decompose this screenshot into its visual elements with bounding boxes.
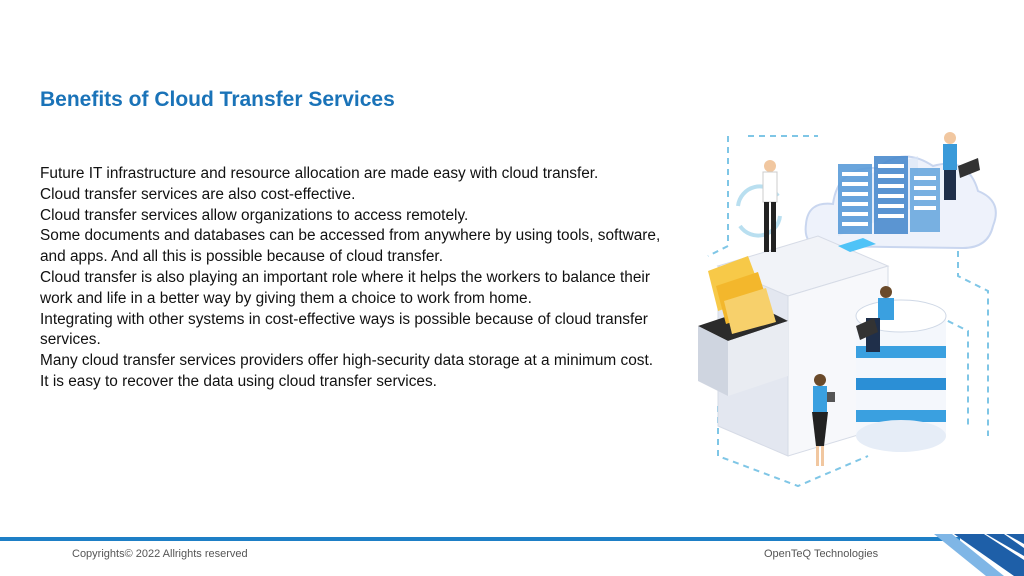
slide-title: Benefits of Cloud Transfer Services (40, 88, 395, 111)
bullet-item: It is easy to recover the data using cloud transfer services. (40, 372, 437, 390)
bullet-item: Cloud transfer services allow organizations to access remotely. (40, 206, 469, 224)
bullet-item: Future IT infrastructure and resource allocation are made easy with cloud transfer. (40, 165, 599, 182)
bullet-item: Cloud transfer services are also cost-effective. (40, 185, 356, 203)
bullet-list (40, 164, 678, 436)
footer-divider (0, 537, 960, 541)
footer-company: OpenTeQ Technologies (764, 548, 879, 560)
bullet-item: Many cloud transfer services providers offer high-security data storage at a minimum cost. (40, 352, 654, 370)
bullet-item: Integrating with other systems in cost-effective ways is possible because of cloud transfer services. (40, 310, 648, 349)
corner-stripes (934, 530, 1024, 576)
cloud-storage-illustration (688, 96, 1008, 496)
person-icon (763, 160, 777, 252)
bullet-item: Cloud transfer is also playing an important role where it helps the workers to balance their work and life in a better way by giving them a choice to work from home. (40, 268, 650, 307)
bullet-item: Some documents and databases can be accessed from anywhere by using tools, software, and apps. And all this is possible because of cloud transfer. (40, 227, 661, 266)
footer-copyright: Copyrights© 2022 Allrights reserved (72, 548, 248, 560)
